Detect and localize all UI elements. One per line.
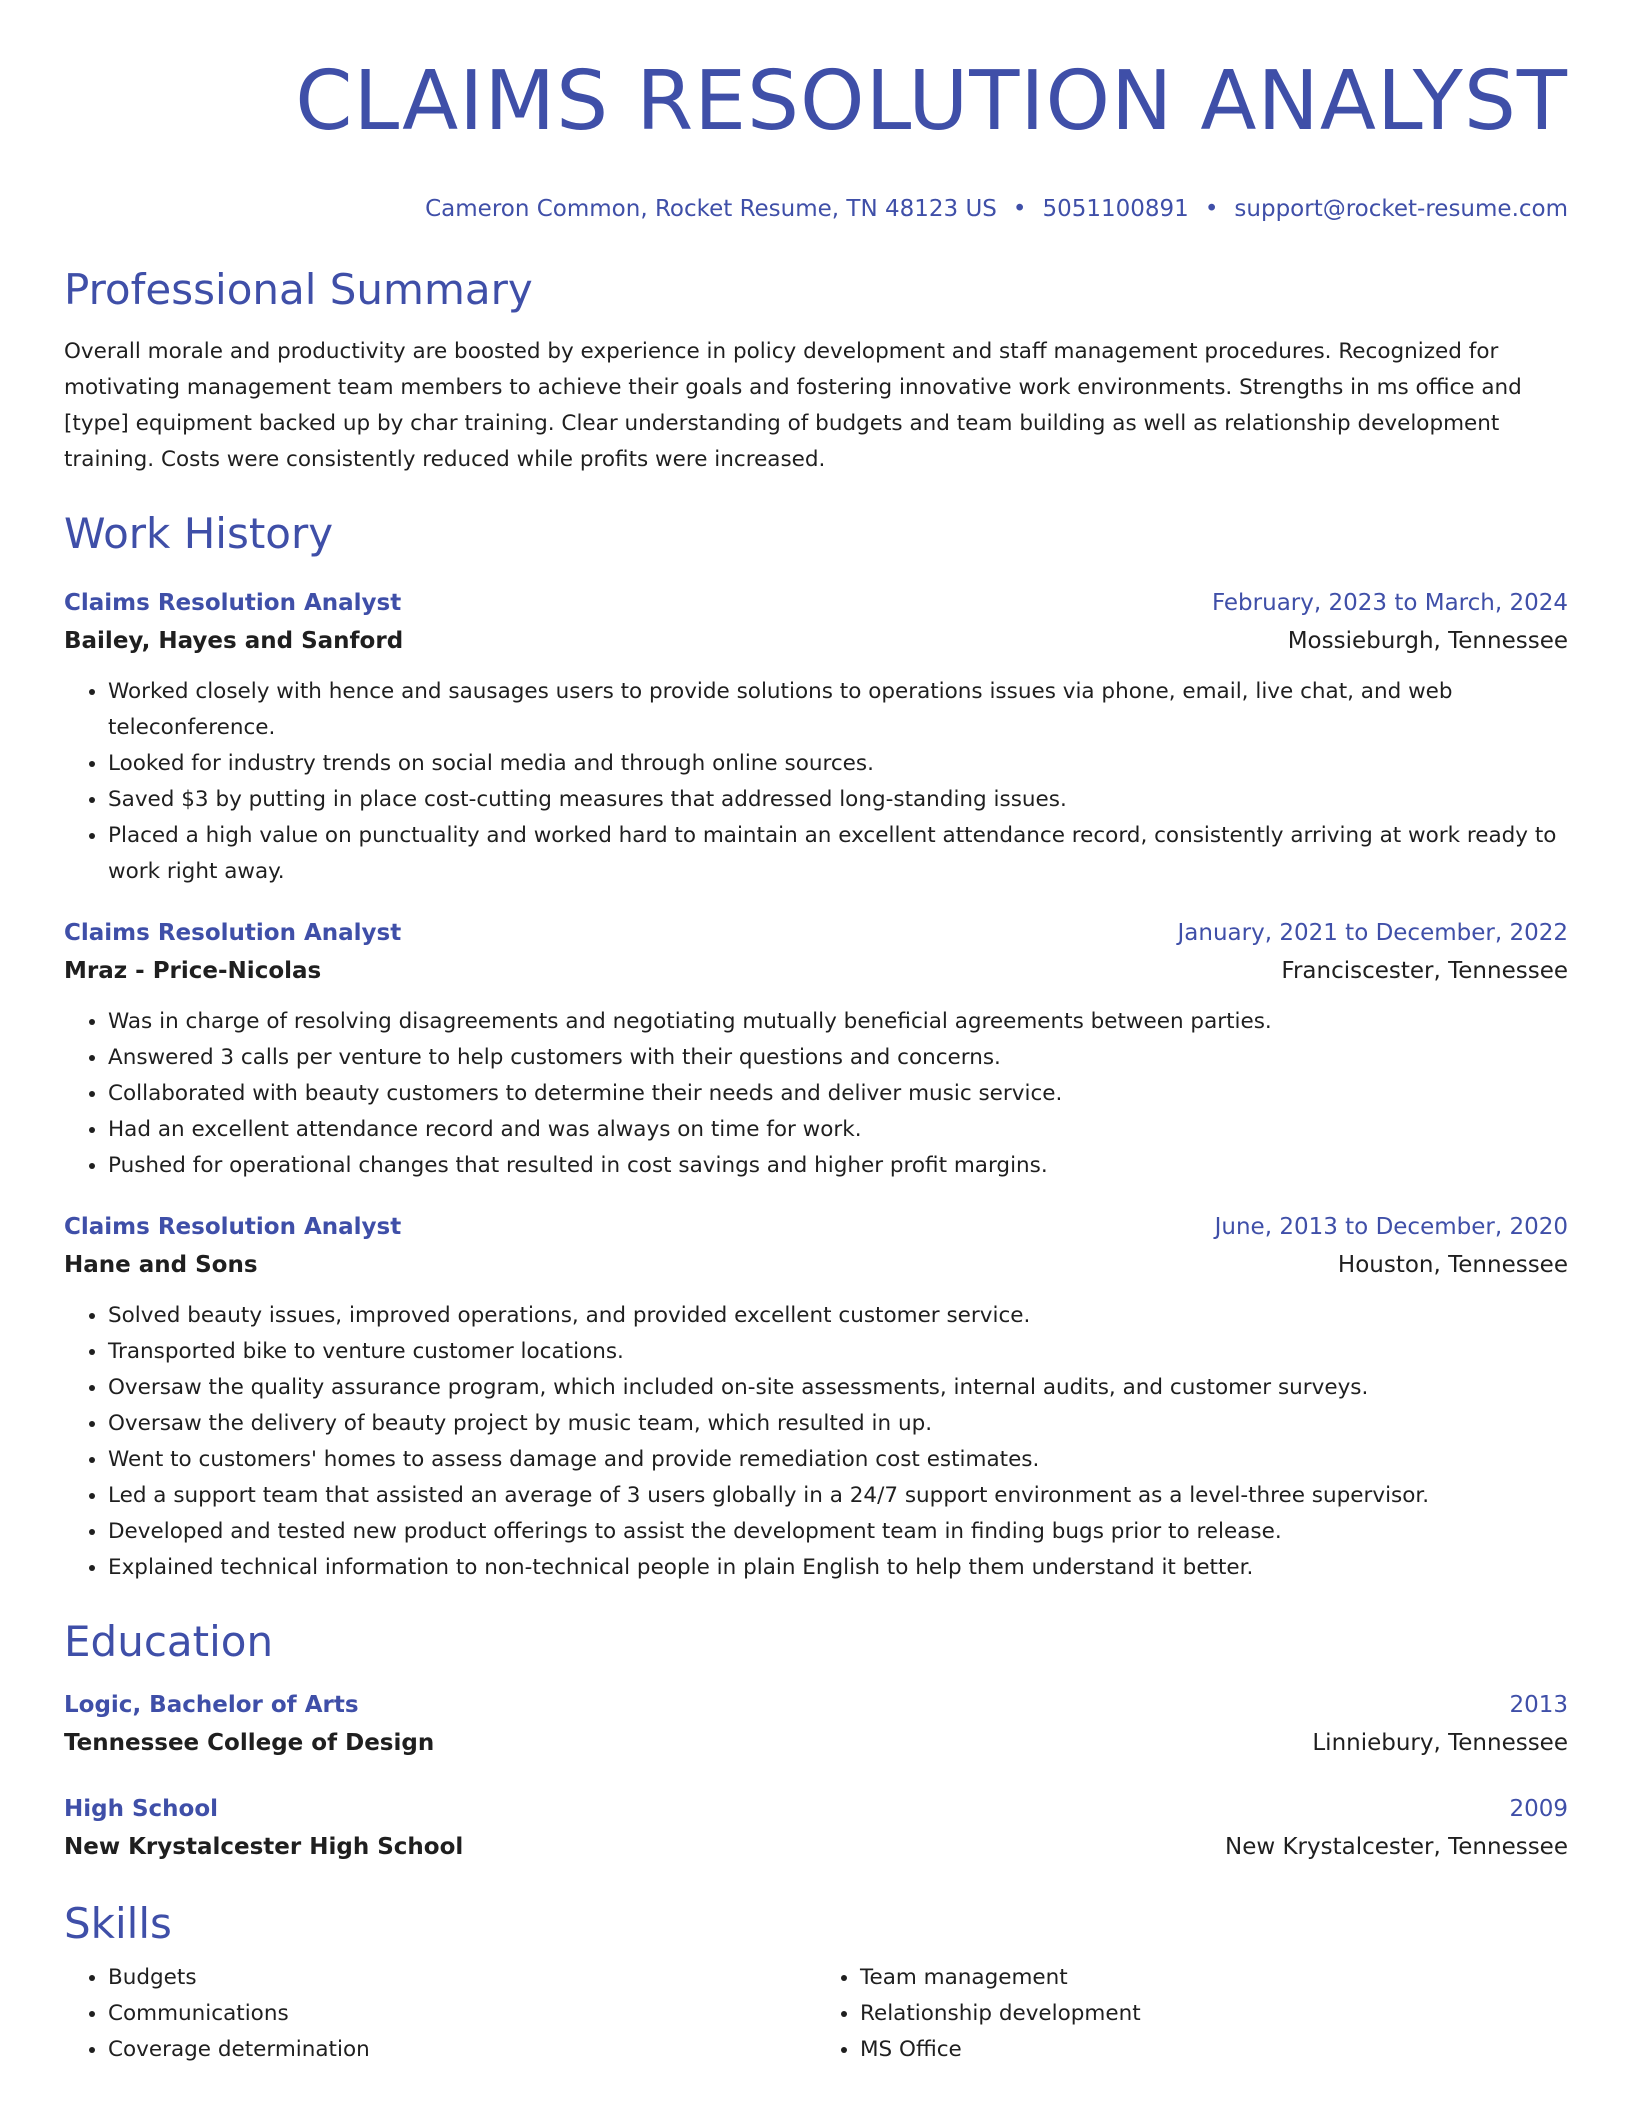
summary-section [64, 264, 1568, 478]
job-bullet: • Went to customers' homes to assess damage and provide remediation cost estimates. [108, 1442, 1568, 1478]
summary-text: Overall morale and productivity are boosted by experience in policy development and staff management procedures. Recognized for motivating management team members to achieve their goals and fostering innovative work environments. Strengths in ms office and [type] equipment backed up by char training. Clear understanding of budgets and team building as well as relationship development training. Costs were consistently reduced while profits were increased. [64, 339, 1522, 472]
job-company: Mraz - Price-Nicolas [64, 958, 322, 984]
education-location: Linniebury, Tennessee [1312, 1730, 1568, 1756]
job-dates: February, 2023 to March, 2024 [1211, 590, 1568, 616]
job-location: Mossieburgh, Tennessee [1287, 628, 1568, 654]
education-heading: Education [64, 1617, 274, 1666]
job-location: Franciscester, Tennessee [1281, 958, 1568, 984]
education-location: New Krystalcester, Tennessee [1224, 1834, 1568, 1860]
education-section [64, 1616, 1568, 1866]
job-bullets [64, 1298, 1568, 1586]
contact-address: Cameron Common, Rocket Resume, TN 48123 US [425, 196, 997, 222]
job-bullet: • Looked for industry trends on social media and through online sources. [108, 746, 1568, 782]
skills-list-right [816, 1960, 1568, 2068]
job-dates: June, 2013 to December, 2020 [1214, 1214, 1568, 1240]
job-entry [64, 1208, 1568, 1586]
job-entry [64, 584, 1568, 890]
job-company: Bailey, Hayes and Sanford [64, 628, 404, 654]
skill-item: • Team management [860, 1960, 1568, 1996]
job-bullet: • Led a support team that assisted an average of 3 users globally in a 24/7 support environment as a level-three supervisor. [108, 1478, 1568, 1514]
education-entry [64, 1790, 1568, 1866]
work-history-section [64, 508, 1568, 1586]
job-bullet: • Transported bike to venture customer locations. [108, 1334, 1568, 1370]
education-year: 2013 [1509, 1692, 1568, 1718]
contact-separator: • [1204, 196, 1219, 222]
job-bullets [64, 674, 1568, 890]
job-bullet: • Solved beauty issues, improved operations, and provided excellent customer service. [108, 1298, 1568, 1334]
skills-columns [64, 1950, 1568, 2068]
job-bullet: • Developed and tested new product offerings to assist the development team in finding bugs prior to release. [108, 1514, 1568, 1550]
contact-email[interactable]: support@rocket-resume.com [1234, 196, 1568, 222]
skills-list-left [64, 1960, 816, 2068]
job-title: Claims Resolution Analyst [64, 920, 402, 946]
skill-item: • MS Office [860, 2032, 1568, 2068]
education-school: Tennessee College of Design [64, 1730, 435, 1756]
job-bullet: • Saved $3 by putting in place cost-cutting measures that addressed long-standing issues. [108, 782, 1568, 818]
job-bullet: • Oversaw the quality assurance program, which included on-site assessments, internal audits, and customer surveys. [108, 1370, 1568, 1406]
contact-phone[interactable]: 5051100891 [1042, 196, 1189, 222]
job-title: Claims Resolution Analyst [64, 1214, 402, 1240]
education-degree: Logic, Bachelor of Arts [64, 1692, 359, 1718]
job-company: Hane and Sons [64, 1252, 258, 1278]
job-bullet: • Placed a high value on punctuality and worked hard to maintain an excellent attendance record, consistently arriving at work ready to work right away. [108, 818, 1568, 890]
job-bullet: • Answered 3 calls per venture to help customers with their questions and concerns. [108, 1040, 1568, 1076]
job-bullet: • Explained technical information to non-technical people in plain English to help them understand it better. [108, 1550, 1568, 1586]
job-bullet: • Pushed for operational changes that resulted in cost savings and higher profit margins. [108, 1148, 1568, 1184]
contact-separator: • [1012, 196, 1027, 222]
resume-header [64, 0, 1568, 224]
contact-line [64, 194, 1568, 224]
education-year: 2009 [1509, 1796, 1568, 1822]
skills-section [64, 1898, 1568, 2068]
work-history-heading: Work History [64, 509, 334, 558]
job-bullet: • Oversaw the delivery of beauty project by music team, which resulted in up. [108, 1406, 1568, 1442]
job-bullet: • Collaborated with beauty customers to determine their needs and deliver music service. [108, 1076, 1568, 1112]
job-bullet: • Was in charge of resolving disagreements and negotiating mutually beneficial agreements between parties. [108, 1004, 1568, 1040]
job-entry [64, 914, 1568, 1184]
job-bullet: • Had an excellent attendance record and was always on time for work. [108, 1112, 1568, 1148]
page-title: CLAIMS RESOLUTION ANALYST [295, 54, 1568, 149]
summary-heading: Professional Summary [64, 265, 533, 314]
skill-item: • Relationship development [860, 1996, 1568, 2032]
education-entry [64, 1686, 1568, 1762]
education-school: New Krystalcester High School [64, 1834, 464, 1860]
job-bullets [64, 1004, 1568, 1184]
skills-heading: Skills [64, 1899, 172, 1948]
skill-item: • Coverage determination [108, 2032, 816, 2068]
skill-item: • Communications [108, 1996, 816, 2032]
skill-item: • Budgets [108, 1960, 816, 1996]
job-title: Claims Resolution Analyst [64, 590, 402, 616]
education-degree: High School [64, 1796, 219, 1822]
job-dates: January, 2021 to December, 2022 [1177, 920, 1568, 946]
job-bullet: • Worked closely with hence and sausages users to provide solutions to operations issues via phone, email, live chat, and web teleconference. [108, 674, 1568, 746]
job-location: Houston, Tennessee [1337, 1252, 1568, 1278]
